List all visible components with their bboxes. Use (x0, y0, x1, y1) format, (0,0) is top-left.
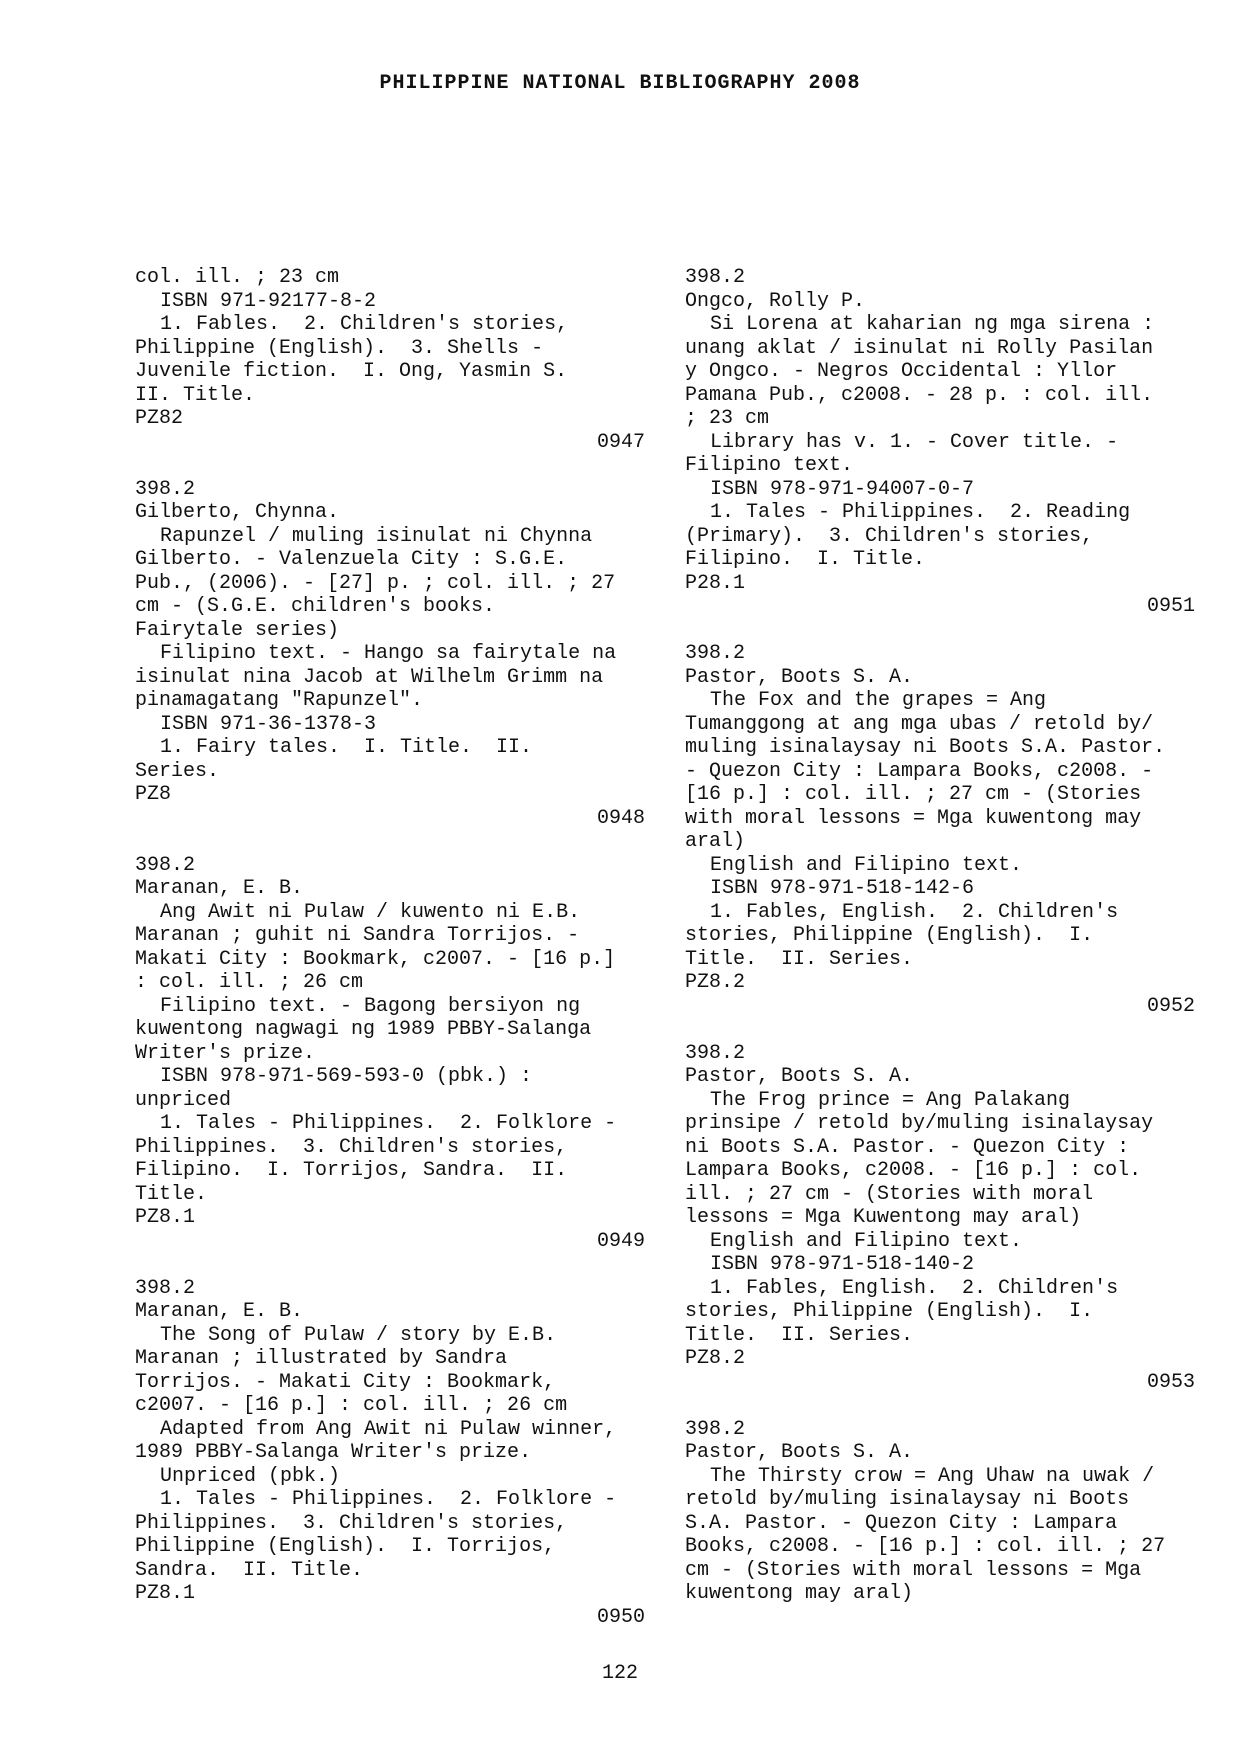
entry-line: Series. (135, 759, 220, 783)
bibliographic-entry (135, 478, 645, 831)
entry-line: cm - (S.G.E. children's books. (135, 595, 496, 618)
entry-spacer (135, 454, 645, 478)
continued-entry (135, 266, 645, 454)
entry-line: Si Lorena at kaharian ng mga sirena : (710, 313, 1155, 336)
entry-line: 1989 PBBY-Salanga Writer's prize. (135, 1441, 532, 1464)
entry-line: 1. Fables, English. 2. Children's (710, 900, 1119, 924)
entry-line: 398.2 (685, 1417, 746, 1441)
entry-line: Torrijos. - Makati City : Bookmark, (135, 1370, 556, 1394)
entry-line: English and Filipino text. (710, 853, 1023, 877)
entry-line: 1. Tales - Philippines. 2. Folklore - (160, 1488, 617, 1511)
entry-line: ISBN 978-971-518-142-6 (710, 877, 975, 900)
entry-line: Fairytale series) (135, 618, 340, 642)
entry-line: kuwentong may aral) (685, 1582, 914, 1605)
record-number: 0948 (596, 806, 645, 830)
record-number: 0947 (596, 430, 645, 454)
record-number: 0953 (1146, 1370, 1195, 1394)
right-column (685, 266, 1195, 1606)
entry-line: Pastor, Boots S. A. (685, 1441, 914, 1464)
entry-spacer (135, 1253, 645, 1277)
entry-line: ISBN 978-971-94007-0-7 (710, 477, 975, 501)
entry-line: retold by/muling isinalaysay ni Boots (685, 1488, 1130, 1511)
entry-line: unpriced (135, 1088, 232, 1112)
entry-line: Ongco, Rolly P. (685, 289, 866, 313)
entry-line: Title. II. Series. (685, 1323, 914, 1347)
entry-line: with moral lessons = Mga kuwentong may (685, 806, 1142, 830)
entry-line: Filipino text. (685, 454, 854, 477)
entry-spacer (135, 830, 645, 854)
entry-line: Filipino text. - Bagong bersiyon ng (160, 994, 581, 1018)
entry-line: prinsipe / retold by/muling isinalaysay (685, 1112, 1154, 1135)
entry-line: 1. Fairy tales. I. Title. II. (160, 736, 533, 759)
bibliographic-entry (135, 1277, 645, 1630)
record-number: 0950 (596, 1605, 645, 1629)
entry-line: Maranan, E. B. (135, 877, 304, 900)
entry-line: Philippine (English). I. Torrijos, (135, 1535, 556, 1558)
entry-line: stories, Philippine (English). I. (685, 1300, 1094, 1323)
entry-line: Title. (135, 1182, 208, 1206)
entry-line: Sandra. II. Title. (135, 1558, 364, 1582)
entry-line: II. Title. (135, 383, 256, 407)
entry-line: Makati City : Bookmark, c2007. - [16 p.] (135, 947, 616, 971)
entry-spacer (685, 1394, 1195, 1418)
entry-line: ISBN 978-971-518-140-2 (710, 1253, 975, 1276)
record-number: 0952 (1146, 994, 1195, 1018)
entry-line: PZ82 (135, 407, 184, 430)
entry-line: kuwentong nagwagi ng 1989 PBBY-Salanga (135, 1018, 592, 1041)
entry-line: Pastor, Boots S. A. (685, 665, 914, 689)
entry-line: unang aklat / isinulat ni Rolly Pasilan (685, 336, 1154, 360)
entry-line: PZ8.1 (135, 1206, 196, 1229)
bibliographic-entry (135, 854, 645, 1254)
entry-line: 1. Tales - Philippines. 2. Reading (710, 501, 1131, 524)
entry-line: Philippines. 3. Children's stories, (135, 1135, 568, 1159)
entry-line: 1. Fables, English. 2. Children's (710, 1276, 1119, 1300)
entry-line: Filipino. I. Title. (685, 548, 926, 571)
entry-line: pinamagatang "Rapunzel". (135, 689, 424, 712)
entry-line: S.A. Pastor. - Quezon City : Lampara (685, 1511, 1118, 1535)
entry-line: Books, c2008. - [16 p.] : col. ill. ; 27 (685, 1535, 1166, 1558)
entry-line: isinulat nina Jacob at Wilhelm Grimm na (135, 665, 604, 689)
page-header-title: PHILIPPINE NATIONAL BIBLIOGRAPHY 2008 (379, 72, 861, 95)
entry-line: 1. Fables. 2. Children's stories, (160, 313, 569, 336)
entry-line: c2007. - [16 p.] : col. ill. ; 26 cm (135, 1394, 568, 1417)
entry-line: PZ8.1 (135, 1582, 196, 1605)
entry-line: (Primary). 3. Children's stories, (685, 524, 1094, 548)
bibliographic-entry (685, 1042, 1195, 1395)
entry-line: ; 23 cm (685, 407, 770, 430)
entry-line: 398.2 (685, 642, 746, 665)
entry-line: y Ongco. - Negros Occidental : Yllor (685, 360, 1118, 383)
entry-line: Maranan, E. B. (135, 1300, 304, 1323)
entry-line: Pastor, Boots S. A. (685, 1065, 914, 1088)
entry-line: lessons = Mga Kuwentong may aral) (685, 1206, 1082, 1229)
entry-spacer (685, 1018, 1195, 1042)
bibliographic-entry (685, 1418, 1195, 1606)
entry-line: Writer's prize. (135, 1041, 316, 1065)
entry-spacer (685, 619, 1195, 643)
entry-line: Gilberto. - Valenzuela City : S.G.E. (135, 548, 568, 571)
entry-line: Philippines. 3. Children's stories, (135, 1511, 568, 1535)
entry-line: Pamana Pub., c2008. - 28 p. : col. ill. (685, 383, 1154, 407)
entry-line: The Song of Pulaw / story by E.B. (160, 1323, 557, 1347)
entry-line: Ang Awit ni Pulaw / kuwento ni E.B. (160, 900, 581, 924)
entry-line: Filipino text. - Hango sa fairytale na (160, 642, 617, 665)
entry-line: 398.2 (135, 853, 196, 877)
entry-line: 398.2 (685, 266, 746, 289)
entry-line: 1. Tales - Philippines. 2. Folklore - (160, 1112, 617, 1135)
entry-line: cm - (Stories with moral lessons = Mga (685, 1558, 1142, 1582)
entry-line: The Frog prince = Ang Palakang (710, 1088, 1071, 1112)
entry-line: 398.2 (135, 1276, 196, 1300)
entry-line: Adapted from Ang Awit ni Pulaw winner, (160, 1417, 617, 1441)
entry-line: ISBN 971-92177-8-2 (160, 289, 377, 313)
entry-line: The Thirsty crow = Ang Uhaw na uwak / (710, 1464, 1155, 1488)
entry-line: PZ8.2 (685, 971, 746, 994)
entry-line: 398.2 (135, 477, 196, 501)
entry-line: Pub., (2006). - [27] p. ; col. ill. ; 27 (135, 571, 616, 595)
entry-line: PZ8.2 (685, 1347, 746, 1370)
bibliographic-entry (685, 642, 1195, 1018)
entry-line: Library has v. 1. - Cover title. - (710, 430, 1119, 454)
page-number: 122 (601, 1662, 638, 1685)
entry-line: col. ill. ; 23 cm (135, 266, 340, 289)
entry-line: 398.2 (685, 1041, 746, 1065)
entry-line: ni Boots S.A. Pastor. - Quezon City : (685, 1135, 1130, 1159)
entry-line: Philippine (English). 3. Shells - (135, 336, 544, 360)
entry-line: muling isinalaysay ni Boots S.A. Pastor. (685, 736, 1166, 759)
entry-line: P28.1 (685, 571, 746, 595)
entry-line: Unpriced (pbk.) (160, 1464, 341, 1488)
entry-line: Tumanggong at ang mga ubas / retold by/ (685, 712, 1154, 736)
entry-line: Gilberto, Chynna. (135, 501, 340, 524)
entry-line: Rapunzel / muling isinulat ni Chynna (160, 524, 593, 548)
entry-line: aral) (685, 830, 746, 853)
entry-line: Title. II. Series. (685, 947, 914, 971)
entry-line: ISBN 971-36-1378-3 (160, 712, 377, 736)
entry-line: Lampara Books, c2008. - [16 p.] : col. (685, 1159, 1142, 1182)
entry-line: Juvenile fiction. I. Ong, Yasmin S. (135, 360, 568, 383)
entry-line: : col. ill. ; 26 cm (135, 971, 364, 994)
entry-line: English and Filipino text. (710, 1229, 1023, 1253)
entry-line: PZ8 (135, 783, 172, 806)
entry-line: Maranan ; illustrated by Sandra (135, 1347, 508, 1370)
entry-line: The Fox and the grapes = Ang (710, 689, 1047, 712)
left-column (135, 266, 645, 1629)
entry-line: ISBN 978-971-569-593-0 (pbk.) : (160, 1065, 533, 1088)
entry-line: ill. ; 27 cm - (Stories with moral (685, 1182, 1094, 1206)
bibliographic-entry (685, 266, 1195, 619)
entry-line: stories, Philippine (English). I. (685, 924, 1094, 947)
record-number: 0951 (1146, 595, 1195, 618)
entry-line: [16 p.] : col. ill. ; 27 cm - (Stories (685, 783, 1142, 806)
record-number: 0949 (596, 1229, 645, 1253)
entry-line: Maranan ; guhit ni Sandra Torrijos. - (135, 924, 580, 947)
entry-line: Filipino. I. Torrijos, Sandra. II. (135, 1159, 568, 1182)
entry-line: - Quezon City : Lampara Books, c2008. - (685, 759, 1154, 783)
